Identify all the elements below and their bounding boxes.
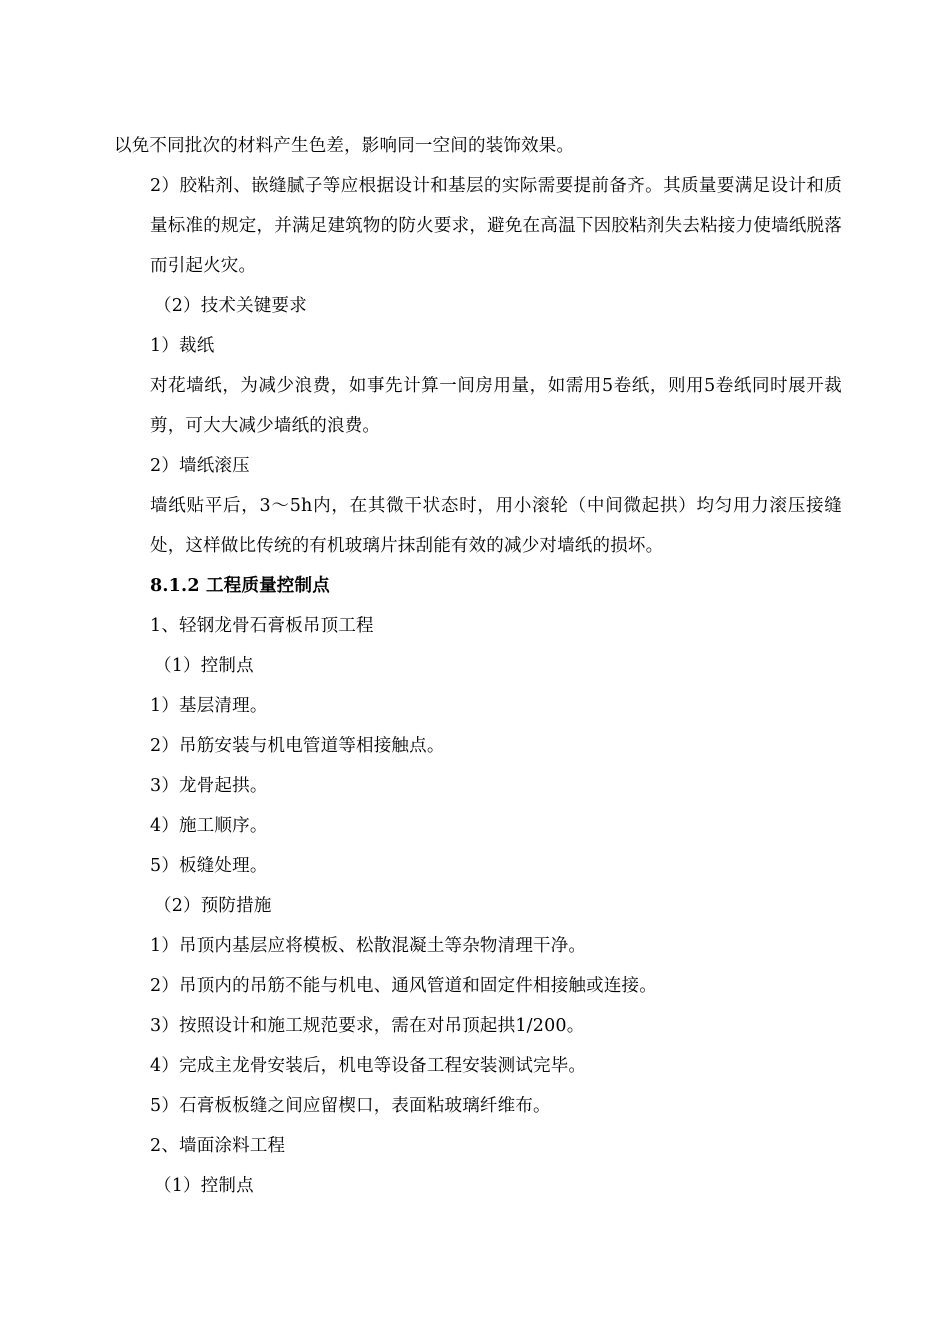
list-item: 4）完成主龙骨安装后，机电等设备工程安装测试完毕。 [150, 1056, 587, 1076]
paragraph-adhesive: 2）胶粘剂、嵌缝腻子等应根据设计和基层的实际需要提前备齐。其质量要满足设计和质量标准的规定，并满足建筑物的防火要求，避免在高温下因胶粘剂失去粘接力使墙纸脱落而引起火灾。 [150, 176, 842, 276]
item-wall-coating: 2、墙面涂料工程 [150, 1136, 286, 1156]
list-item: 1）基层清理。 [150, 696, 268, 716]
list-item: 3）龙骨起拱。 [150, 776, 268, 796]
list-item: 2）吊筋安装与机电管道等相接触点。 [150, 736, 445, 756]
item-cutting-paper: 1）裁纸 [150, 336, 215, 356]
subheading-control-points: （1）控制点 [154, 1176, 254, 1196]
item-ceiling-project: 1、轻钢龙骨石膏板吊顶工程 [150, 616, 374, 636]
list-item: 2）吊顶内的吊筋不能与机电、通风管道和固定件相接触或连接。 [150, 976, 657, 996]
list-item: 1）吊顶内基层应将模板、松散混凝土等杂物清理干净。 [150, 936, 587, 956]
subheading-key-requirements: （2）技术关键要求 [154, 296, 307, 316]
paragraph-cutting-paper: 对花墙纸，为减少浪费，如事先计算一间房用量，如需用5卷纸，则用5卷纸同时展开裁剪，可大大减少墙纸的浪费。 [150, 376, 842, 436]
list-item: 4）施工顺序。 [150, 816, 268, 836]
subheading-control-points: （1）控制点 [154, 656, 254, 676]
document-body [114, 126, 842, 1206]
list-item: 3）按照设计和施工规范要求，需在对吊顶起拱1/200。 [150, 1016, 585, 1036]
section-heading-quality-control: 8.1.2 工程质量控制点 [150, 576, 330, 596]
item-rolling: 2）墙纸滚压 [150, 456, 250, 476]
paragraph-continuation: 以免不同批次的材料产生色差，影响同一空间的装饰效果。 [114, 136, 575, 156]
list-item: 5）板缝处理。 [150, 856, 268, 876]
paragraph-rolling: 墙纸贴平后，3～5h内，在其微干状态时，用小滚轮（中间微起拱）均匀用力滚压接缝处，这样做比传统的有机玻璃片抹刮能有效的减少对墙纸的损坏。 [150, 496, 842, 556]
list-item: 5）石膏板板缝之间应留楔口，表面粘玻璃纤维布。 [150, 1096, 551, 1116]
subheading-preventive-measures: （2）预防措施 [154, 896, 272, 916]
